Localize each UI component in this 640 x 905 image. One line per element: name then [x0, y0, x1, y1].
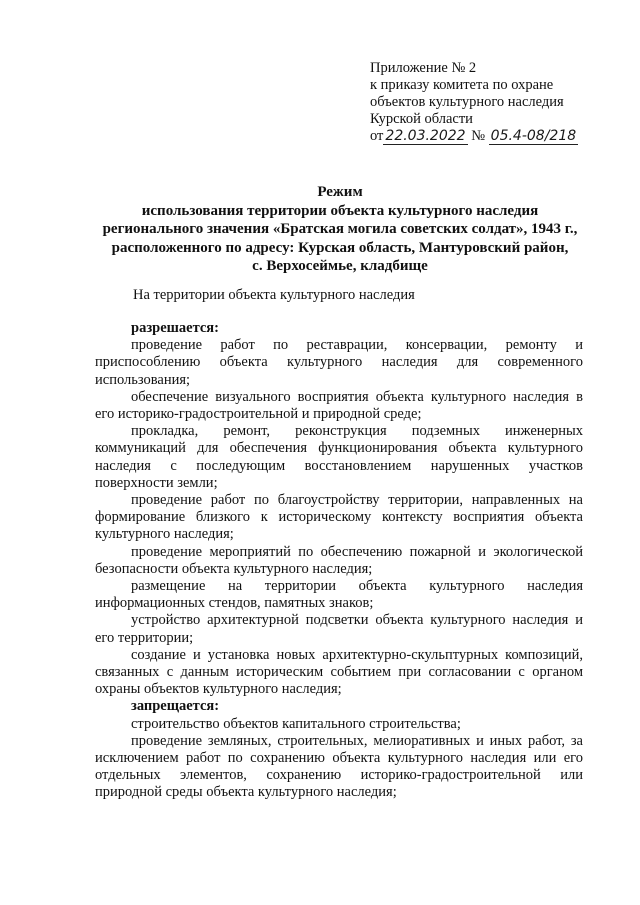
allowed-item: проведение работ по благоустройству территории, направленных на формирование близкого к историческому контексту восприятия объекта культурного наследия;: [95, 492, 583, 543]
document-body: [95, 320, 583, 802]
date-prefix: от: [370, 128, 384, 144]
appendix-region: Курской области: [370, 111, 473, 127]
title-line-1: Режим: [317, 184, 363, 200]
appendix-order-ref: к приказу комитета по охране: [370, 77, 554, 93]
allowed-item: обеспечение визуального восприятия объекта культурного наследия в его историко-градостроительной и природной среде;: [95, 388, 583, 423]
allowed-heading: разрешается:: [131, 320, 219, 336]
forbidden-item: строительство объектов капитального строительства;: [131, 715, 461, 732]
appendix-date-number: [370, 128, 620, 145]
title-line-4: расположенного по адресу: Курская область, Мантуровский район,: [111, 239, 569, 256]
intro-text: На территории объекта культурного наследия: [133, 287, 415, 303]
document-title: [95, 183, 585, 276]
appendix-committee: объектов культурного наследия: [370, 94, 564, 110]
title-line-2: использования территории объекта культурного наследия: [141, 202, 539, 219]
allowed-item: устройство архитектурной подсветки объекта культурного наследия и его территории;: [95, 612, 583, 646]
number-prefix: №: [471, 128, 486, 144]
appendix-header: [370, 60, 620, 145]
order-date: 22.03.2022: [385, 128, 466, 144]
allowed-item: размещение на территории объекта культурного наследия информационных стендов, памятных знаков;: [95, 578, 583, 612]
allowed-item: проведение работ по реставрации, консервации, ремонту и приспособлению объекта культурного наследия для современного использования;: [95, 337, 583, 388]
forbidden-heading: запрещается:: [131, 698, 220, 715]
allowed-item: проведение мероприятий по обеспечению пожарной и экологической безопасности объекта культурного наследия;: [95, 543, 583, 577]
allowed-item: создание и установка новых архитектурно-скульптурных композиций, связанных с данным историческим событием при согласовании с органом охраны объектов культурного наследия;: [95, 646, 583, 698]
allowed-item: прокладка, ремонт, реконструкция подземных инженерных коммуникаций для обеспечения функционирования объекта культурного наследия с последующим восстановлением нарушенных участков поверхности земли;: [95, 423, 583, 491]
title-line-5: с. Верхосеймье, кладбище: [252, 258, 428, 274]
title-line-3: регионального значения «Братская могила советских солдат», 1943 г.,: [102, 221, 578, 237]
appendix-number: Приложение № 2: [370, 60, 477, 76]
order-number: 05.4-08/218: [490, 128, 577, 144]
forbidden-item: проведение земляных, строительных, мелиоративных и иных работ, за исключением работ по сохранению объекта культурного наследия или его отдельных элементов, сохранению историко-градостроительной или природной среды объекта культурного наследия;: [95, 732, 583, 801]
